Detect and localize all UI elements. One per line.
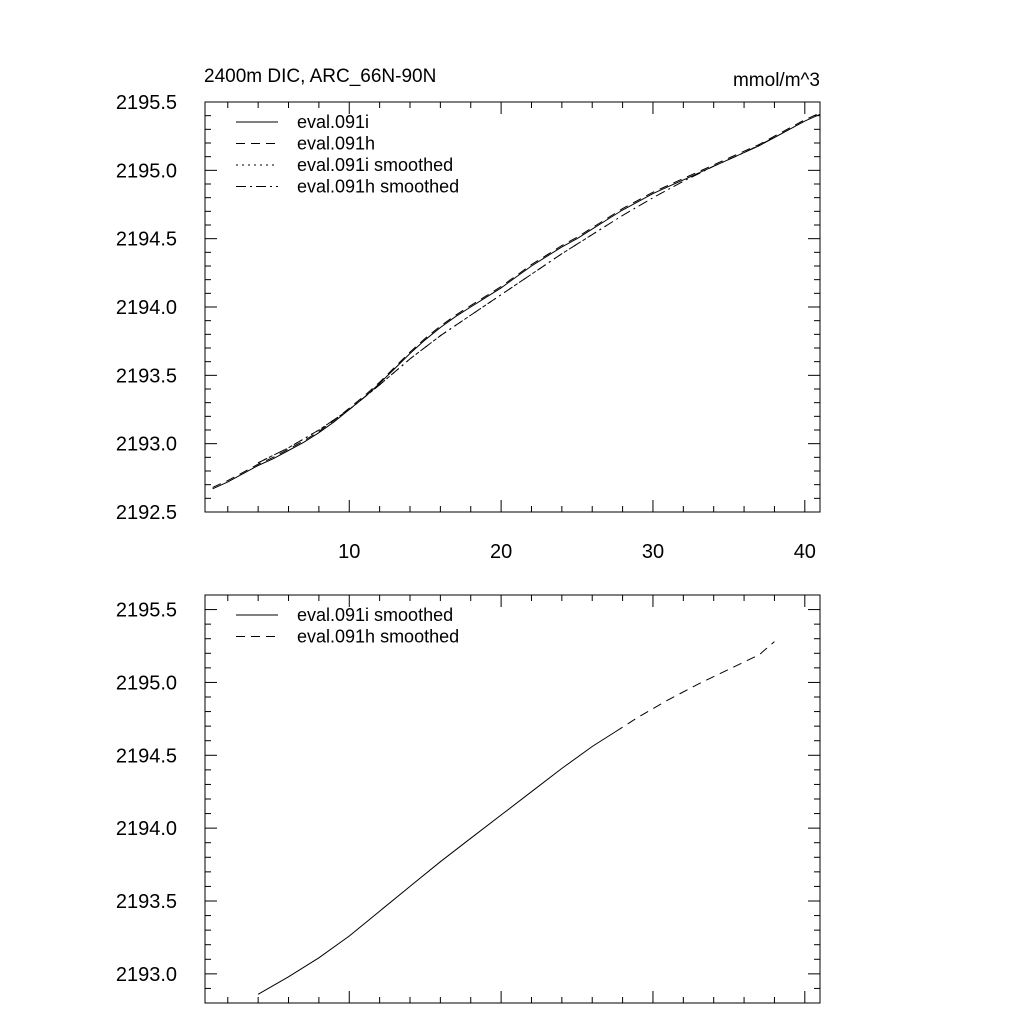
series-line-2: [258, 225, 607, 463]
x-tick-label: 40: [793, 541, 816, 563]
y-tick-label: 2194.0: [115, 297, 177, 319]
legend-label: eval.091i: [297, 112, 370, 132]
y-tick-label: 2194.0: [115, 818, 177, 841]
y-tick-label: 2193.5: [115, 365, 177, 388]
x-tick-label: 30: [641, 541, 665, 563]
units-label: mmol/m^3: [732, 70, 820, 91]
legend-label: eval.091i smoothed: [297, 155, 454, 175]
y-tick-label: 2193.0: [115, 433, 177, 456]
x-tick-label: 20: [489, 541, 513, 563]
y-tick-label: 2194.5: [115, 745, 177, 768]
legend-label: eval.091h: [297, 133, 376, 154]
series-line-0: [258, 732, 615, 994]
y-tick-label: 2195.0: [115, 672, 177, 695]
top-panel: [116, 66, 820, 563]
legend-label: eval.091h smoothed: [297, 626, 460, 647]
chart-title: 2400m DIC, ARC_66N-90N: [204, 66, 437, 87]
legend-label: eval.091h smoothed: [297, 176, 460, 197]
y-tick-label: 2195.0: [115, 160, 177, 183]
y-tick-label: 2192.5: [115, 502, 177, 524]
bottom-panel: [116, 595, 820, 1003]
y-tick-label: 2194.5: [115, 228, 177, 251]
y-tick-label: 2193.5: [115, 891, 177, 913]
y-tick-label: 2195.5: [115, 599, 177, 622]
legend-label: eval.091i smoothed: [297, 605, 454, 625]
x-tick-label: 10: [338, 541, 361, 563]
y-tick-label: 2195.5: [115, 92, 177, 114]
series-line-1: [615, 642, 774, 732]
plot-frame: [205, 595, 820, 1003]
y-tick-label: 2193.0: [115, 963, 177, 986]
